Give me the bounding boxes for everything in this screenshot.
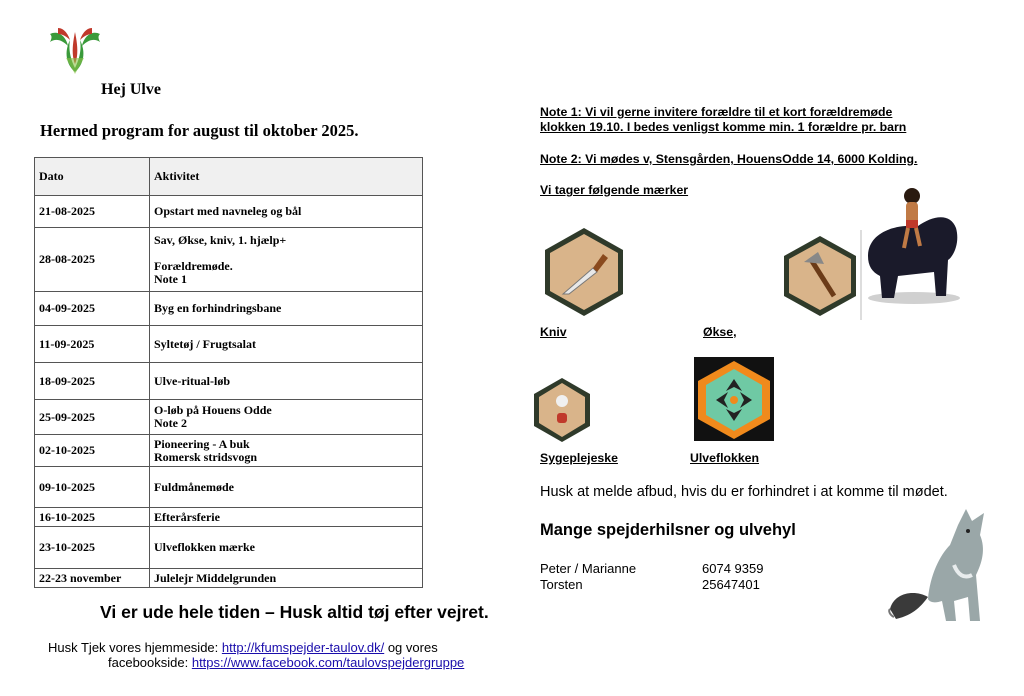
activity-line: Sav, Økse, kniv, 1. hjælp+ [154, 232, 287, 247]
table-row [35, 326, 423, 363]
contact-name: Torsten [540, 577, 583, 592]
table-row [35, 527, 423, 569]
knife-badge-label: Kniv [540, 325, 567, 339]
row-date: 28-08-2025 [35, 228, 150, 292]
header-date: Dato [35, 158, 150, 196]
table-row [35, 467, 423, 508]
row-activity [150, 527, 423, 569]
activity-line: Forældremøde. [154, 258, 233, 273]
table-row [35, 435, 423, 467]
scout-logo-icon [44, 24, 106, 76]
contact-name: Peter / Marianne [540, 561, 637, 576]
website-prefix: Husk Tjek vores hjemmeside: [48, 640, 222, 655]
note-2: Note 2: Vi mødes v, Stensgården, HouensOdde 14, 6000 Kolding. [540, 152, 918, 166]
row-date: 02-10-2025 [35, 435, 150, 467]
row-date: 23-10-2025 [35, 527, 150, 569]
nurse-badge-icon [531, 375, 593, 445]
activity-line: Note 1 [154, 271, 187, 286]
row-date: 21-08-2025 [35, 196, 150, 228]
weather-reminder: Vi er ude hele tiden – Husk altid tøj efter vejret. [100, 602, 489, 622]
row-activity [150, 467, 423, 508]
activity-line: O-løb på Houens Odde [154, 403, 272, 417]
row-activity [150, 363, 423, 400]
row-date: 16-10-2025 [35, 508, 150, 527]
table-row [35, 508, 423, 527]
facebook-link[interactable]: https://www.facebook.com/taulovspejdergruppe [191, 655, 465, 670]
activity-line: Opstart med navneleg og bål [154, 204, 302, 218]
contact-phone: 6074 9359 [702, 561, 764, 576]
row-activity [150, 196, 423, 228]
ulveflokken-badge-label: Ulveflokken [690, 451, 760, 465]
activity-line: Romersk stridsvogn [154, 449, 258, 464]
activity-line: Julelejr Middelgrunden [154, 570, 277, 585]
activity-line: Fuldmånemøde [154, 479, 235, 494]
table-row [35, 363, 423, 400]
note-1 [540, 105, 906, 135]
activity-line: Ulve-ritual-løb [154, 373, 230, 388]
activity-line: Efterårsferie [154, 509, 220, 524]
table-header-row [35, 158, 423, 196]
header-activity: Aktivitet [150, 158, 423, 196]
table-row [35, 228, 423, 292]
activity-line [154, 247, 418, 260]
badges-title: Vi tager følgende mærker [540, 183, 689, 197]
row-date: 22-23 november [35, 569, 150, 588]
website-suffix: og vores [384, 640, 438, 655]
closing-greeting: Mange spejderhilsner og ulvehyl [540, 521, 796, 539]
activity-line: Syltetøj / Frugtsalat [154, 336, 256, 351]
row-activity [150, 569, 423, 588]
howling-wolf-icon [884, 505, 996, 627]
row-activity [150, 508, 423, 527]
mowgli-bear-icon [862, 186, 962, 306]
absence-reminder: Husk at melde afbud, hvis du er forhindret i at komme til mødet. [540, 484, 948, 500]
axe-badge-icon [780, 232, 860, 320]
website-link[interactable]: http://kfumspejder-taulov.dk/ [221, 640, 385, 655]
axe-badge-label: Økse, [703, 325, 737, 339]
activity-line: Byg en forhindringsbane [154, 301, 282, 315]
row-activity [150, 228, 423, 292]
activity-line: Ulveflokken mærke [154, 540, 255, 554]
facebook-line [108, 655, 464, 670]
greeting: Hej Ulve [101, 81, 161, 98]
row-activity [150, 435, 423, 467]
facebook-prefix: facebookside: [108, 655, 192, 670]
row-activity [150, 326, 423, 363]
ulveflokken-badge-icon [694, 357, 774, 441]
contact-phone: 25647401 [702, 577, 760, 592]
table-row [35, 292, 423, 326]
nurse-badge-label: Sygeplejeske [540, 451, 618, 465]
activity-line: Pioneering - A buk [154, 436, 250, 451]
table-row [35, 569, 423, 588]
row-date: 09-10-2025 [35, 467, 150, 508]
row-activity [150, 292, 423, 326]
note-1-line-2: klokken 19.10. I bedes venligst komme min. 1 forældre pr. barn [540, 120, 907, 134]
table-row [35, 400, 423, 435]
knife-badge-icon [541, 224, 627, 320]
row-date: 11-09-2025 [35, 326, 150, 363]
row-date: 04-09-2025 [35, 292, 150, 326]
row-activity [150, 400, 423, 435]
row-date: 18-09-2025 [35, 363, 150, 400]
table-row [35, 196, 423, 228]
note-1-line-1: Note 1: Vi vil gerne invitere forældre til et kort forældremøde [540, 105, 893, 119]
website-line [48, 640, 438, 655]
schedule-table [34, 157, 423, 588]
row-date: 25-09-2025 [35, 400, 150, 435]
program-intro: Hermed program for august til oktober 2025. [40, 121, 359, 140]
activity-line: Note 2 [154, 416, 187, 430]
